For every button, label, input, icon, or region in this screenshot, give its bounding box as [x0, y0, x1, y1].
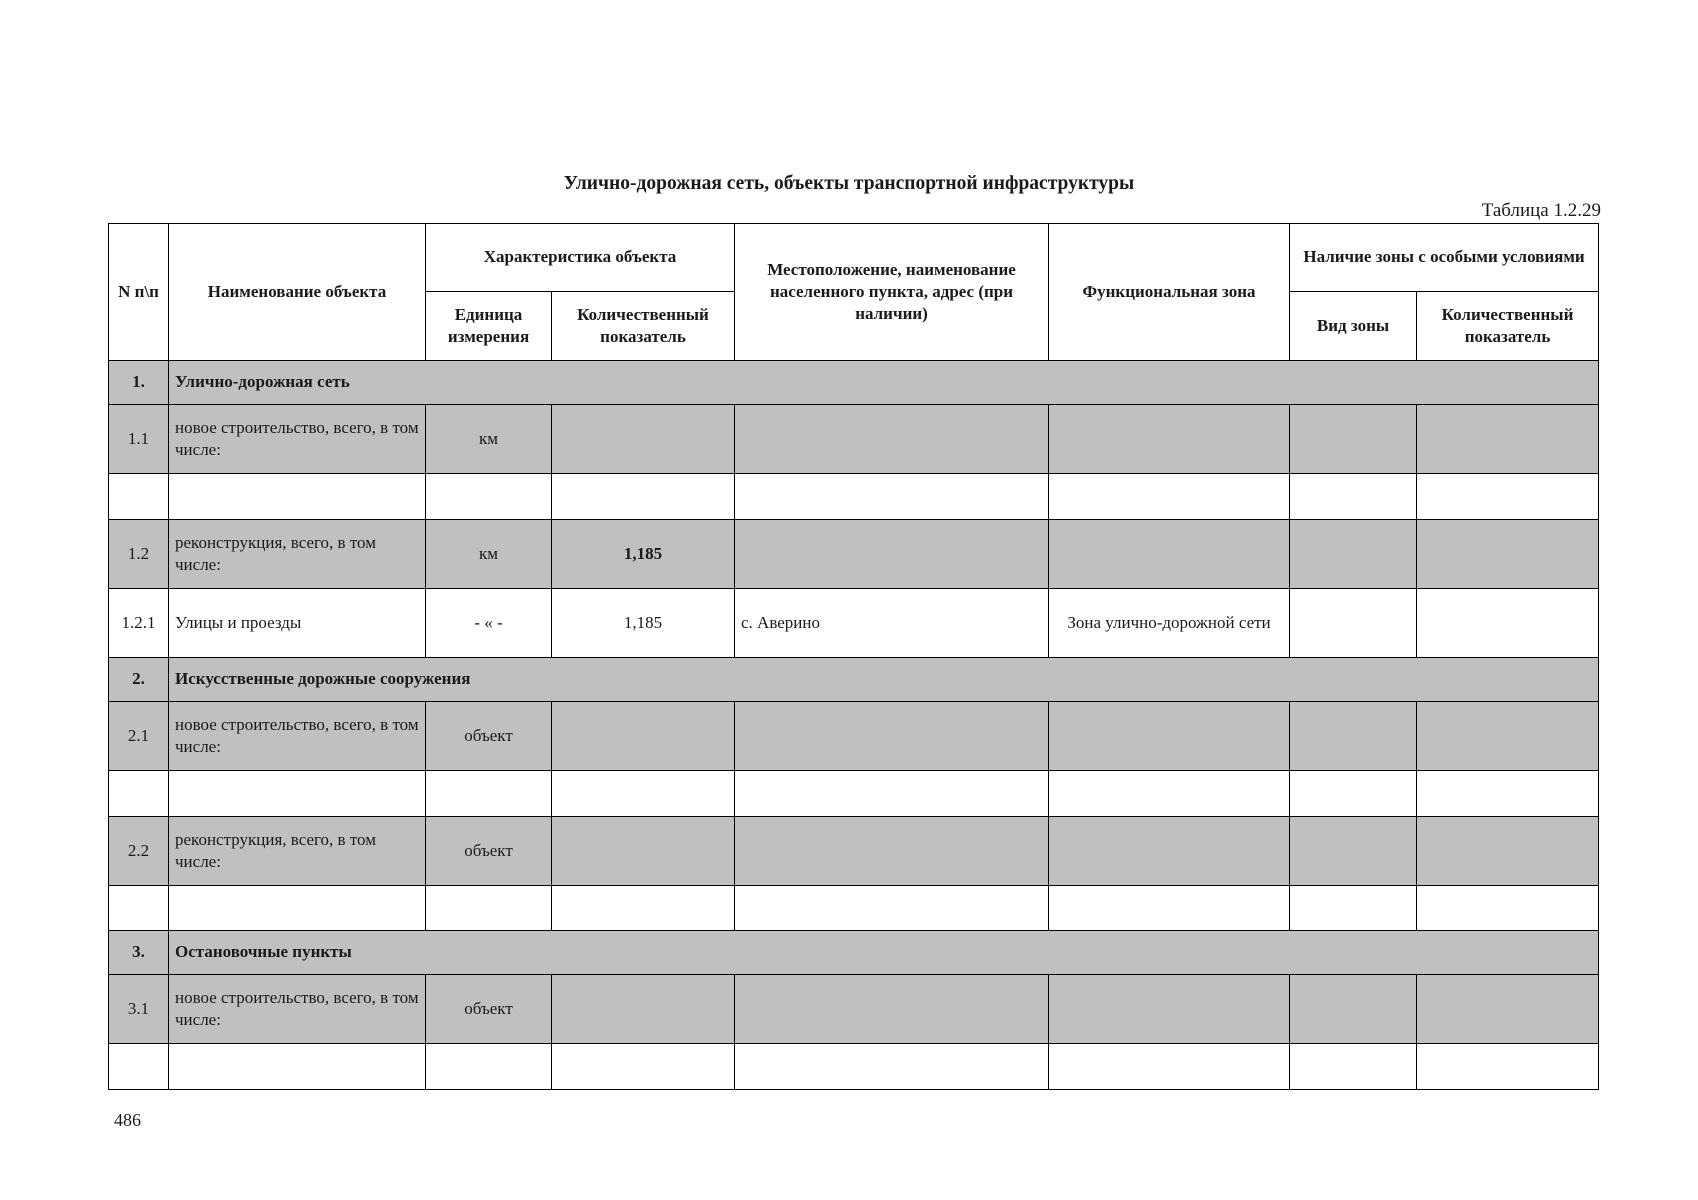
row-location: с. Аверино: [735, 589, 1049, 658]
table-number: Таблица 1.2.29: [1481, 200, 1601, 221]
row-unit: объект: [426, 975, 552, 1044]
row-zone-quantity: [1417, 975, 1599, 1044]
section-title: Улично-дорожная сеть: [169, 361, 1599, 405]
table-row: [109, 975, 1599, 1044]
row-zone-quantity: [1417, 702, 1599, 771]
section-title: Остановочные пункты: [169, 931, 1599, 975]
page-number: 486: [114, 1110, 141, 1130]
header-location: Местоположение, наименование населенного пункта, адрес (при наличии): [735, 224, 1049, 361]
row-quantity: [552, 702, 735, 771]
section-num: 1.: [109, 361, 169, 405]
header-special-zone: Наличие зоны с особыми условиями: [1290, 224, 1599, 292]
row-zone-quantity: [1417, 817, 1599, 886]
header-zone-type: Вид зоны: [1290, 292, 1417, 361]
table-row: [109, 817, 1599, 886]
row-name: реконструкция, всего, в том числе:: [169, 817, 426, 886]
header-zone: Функциональная зона: [1049, 224, 1290, 361]
row-zone: [1049, 520, 1290, 589]
row-quantity: [552, 817, 735, 886]
row-unit: объект: [426, 702, 552, 771]
row-zone: [1049, 405, 1290, 474]
row-zone-type: [1290, 520, 1417, 589]
blank-row: [109, 1044, 1599, 1090]
table-row: [109, 520, 1599, 589]
section-row: [109, 658, 1599, 702]
header-quantity: Количественный показатель: [552, 292, 735, 361]
row-num: 1.1: [109, 405, 169, 474]
row-quantity: [552, 975, 735, 1044]
section-num: 3.: [109, 931, 169, 975]
table-row: [109, 702, 1599, 771]
row-name: реконструкция, всего, в том числе:: [169, 520, 426, 589]
row-num: 2.2: [109, 817, 169, 886]
header-zone-quantity: Количественный показатель: [1417, 292, 1599, 361]
row-zone: [1049, 817, 1290, 886]
row-quantity: 1,185: [552, 589, 735, 658]
row-zone-quantity: [1417, 405, 1599, 474]
row-zone: [1049, 975, 1290, 1044]
section-row: [109, 361, 1599, 405]
row-location: [735, 817, 1049, 886]
row-quantity: [552, 405, 735, 474]
row-num: 1.2: [109, 520, 169, 589]
section-row: [109, 931, 1599, 975]
blank-row: [109, 771, 1599, 817]
row-num: 1.2.1: [109, 589, 169, 658]
row-name: Улицы и проезды: [169, 589, 426, 658]
row-location: [735, 702, 1049, 771]
row-num: 2.1: [109, 702, 169, 771]
header-name: Наименование объекта: [169, 224, 426, 361]
row-name: новое строительство, всего, в том числе:: [169, 702, 426, 771]
blank-row: [109, 474, 1599, 520]
row-zone-type: [1290, 589, 1417, 658]
row-location: [735, 520, 1049, 589]
row-zone: Зона улично-дорожной сети: [1049, 589, 1290, 658]
row-unit: км: [426, 405, 552, 474]
row-quantity: 1,185: [552, 520, 735, 589]
row-zone-type: [1290, 702, 1417, 771]
header-num: N п\п: [109, 224, 169, 361]
row-num: 3.1: [109, 975, 169, 1044]
row-zone-type: [1290, 405, 1417, 474]
row-name: новое строительство, всего, в том числе:: [169, 975, 426, 1044]
document-title: Улично-дорожная сеть, объекты транспортной инфраструктуры: [563, 173, 1135, 194]
header-row-1: [109, 224, 1599, 292]
row-zone: [1049, 702, 1290, 771]
header-unit: Единица измерения: [426, 292, 552, 361]
row-unit: - « -: [426, 589, 552, 658]
header-characteristic: Характеристика объекта: [426, 224, 735, 292]
row-zone-type: [1290, 817, 1417, 886]
row-unit: объект: [426, 817, 552, 886]
row-location: [735, 975, 1049, 1044]
row-zone-quantity: [1417, 589, 1599, 658]
table-row: [109, 589, 1599, 658]
row-location: [735, 405, 1049, 474]
row-zone-type: [1290, 975, 1417, 1044]
row-zone-quantity: [1417, 520, 1599, 589]
row-name: новое строительство, всего, в том числе:: [169, 405, 426, 474]
infrastructure-table: [108, 223, 1599, 1090]
row-unit: км: [426, 520, 552, 589]
section-title: Искусственные дорожные сооружения: [169, 658, 1599, 702]
blank-row: [109, 886, 1599, 931]
section-num: 2.: [109, 658, 169, 702]
table-row: [109, 405, 1599, 474]
